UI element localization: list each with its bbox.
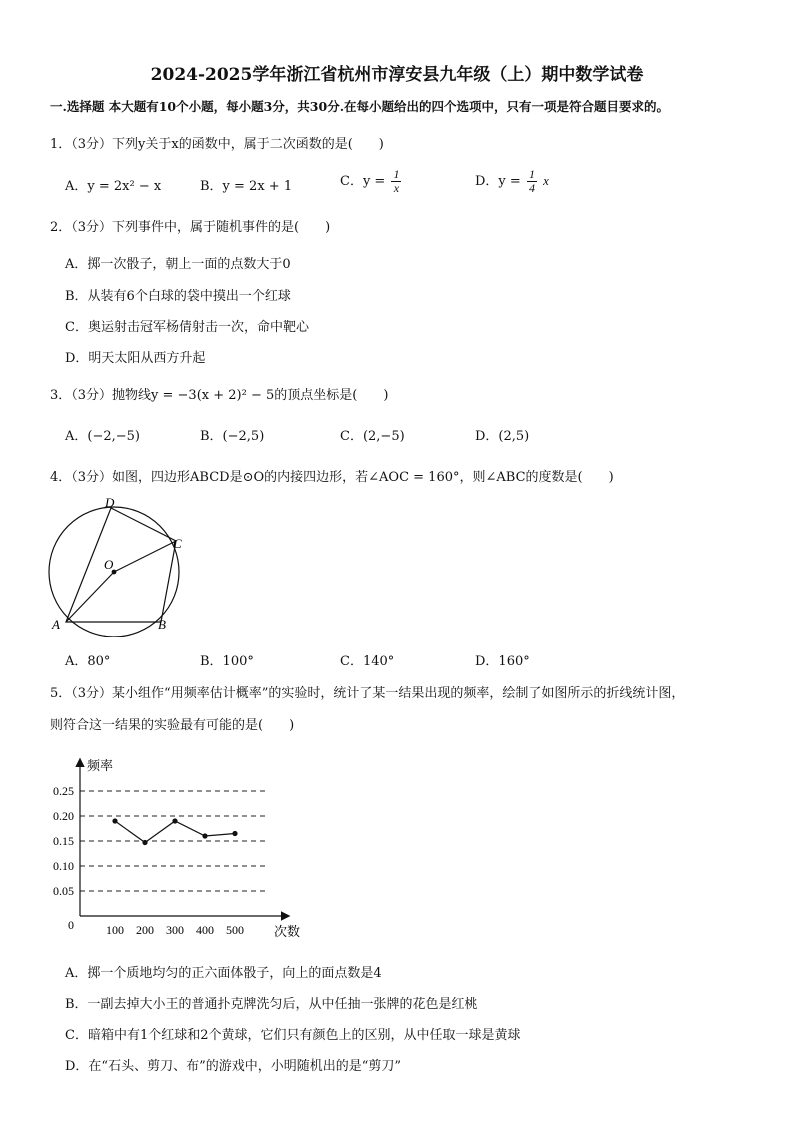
q1-c-denominator: x: [393, 181, 400, 195]
q1-d-denominator: 4: [528, 181, 535, 195]
x-tick-label-2: 300: [166, 923, 184, 937]
question-1-stem: 1．（3分）下列y关于x的函数中，属于二次函数的是( ): [50, 137, 384, 152]
label-o: O: [104, 557, 114, 572]
q1-option-b: B．y = 2x + 1: [200, 179, 293, 194]
q5-option-a: A．掷一个质地均匀的正六面体骰子，向上的面点数是4: [65, 966, 382, 981]
q4-option-b: B．100°: [200, 654, 254, 669]
question-5-stem-line1: 5．（3分）某小组作“用频率估计概率”的实验时，统计了某一结果出现的频率，绘制了如图所示的折线统计图，: [50, 686, 685, 701]
label-a: A: [52, 617, 60, 632]
q1-option-d-fraction: [527, 168, 537, 195]
q4-option-a: A．80°: [65, 654, 111, 669]
q1-option-c-prefix: C．y =: [340, 174, 386, 189]
data-point-4: [232, 831, 237, 836]
q1-option-a: A．y = 2x² − x: [65, 179, 162, 194]
q4-option-c: C．140°: [340, 654, 395, 669]
data-point-1: [142, 840, 147, 845]
q1-option-c-fraction: [391, 168, 401, 195]
x-tick-label-1: 200: [136, 923, 154, 937]
segment-oa: [66, 572, 114, 622]
data-point-3: [202, 833, 207, 838]
section-heading: 一.选择题 本大题有10个小题，每小题3分，共30分.在每小题给出的四个选项中，只有一项是符合题目要求的。: [50, 99, 670, 114]
q2-option-c: C．奥运射击冠军杨倩射击一次，命中靶心: [65, 320, 309, 335]
origin-label: 0: [68, 918, 74, 932]
label-b: B: [158, 617, 166, 632]
data-point-0: [112, 818, 117, 823]
x-axis-label: 次数: [274, 924, 301, 939]
q1-c-numerator: 1: [393, 167, 400, 181]
question-4-stem: 4．（3分）如图，四边形ABCD是⊙O的内接四边形，若∠AOC = 160°，则∠ABC的度数是( ): [50, 470, 614, 485]
q3-option-d: D．(2,5): [475, 429, 530, 444]
series-line-0: [115, 821, 235, 843]
data-point-2: [172, 818, 177, 823]
label-c: C: [173, 536, 182, 551]
q1-option-d-prefix: D．y =: [475, 174, 521, 189]
x-tick-label-0: 100: [106, 923, 124, 937]
q5-option-c: C．暗箱中有1个红球和2个黄球，它们只有颜色上的区别，从中任取一球是黄球: [65, 1028, 521, 1043]
y-tick-label-3: 0.20: [53, 809, 74, 823]
q4-option-d: D．160°: [475, 654, 530, 669]
segment-oc: [114, 541, 176, 572]
y-tick-label-1: 0.10: [53, 859, 74, 873]
question-5-stem-line2: 则符合这一结果的实验最有可能的是( ): [50, 718, 295, 733]
q3-option-a: A．(−2,−5): [65, 429, 140, 444]
question-2-stem: 2．（3分）下列事件中，属于随机事件的是( ): [50, 220, 331, 235]
label-d: D: [105, 495, 115, 510]
q2-option-d: D．明天太阳从西方升起: [65, 351, 206, 366]
q1-option-d-suffix: x: [543, 173, 549, 188]
y-tick-label-0: 0.05: [53, 884, 74, 898]
q1-option-c: [340, 168, 403, 195]
q1-d-numerator: 1: [528, 167, 535, 181]
x-tick-label-4: 500: [226, 923, 244, 937]
x-tick-label-3: 400: [196, 923, 214, 937]
q2-option-b: B．从装有6个白球的袋中摸出一个红球: [65, 289, 291, 304]
question-3-stem: 3．（3分）抛物线y = −3(x + 2)² − 5的顶点坐标是( ): [50, 388, 389, 403]
y-tick-label-2: 0.15: [53, 834, 74, 848]
q3-option-b: B．(−2,5): [200, 429, 265, 444]
q5-option-d: D．在“石头、剪刀、布”的游戏中，小明随机出的是“剪刀”: [65, 1059, 402, 1074]
circle-quadrilateral-figure: [40, 492, 200, 637]
y-tick-label-4: 0.25: [53, 784, 74, 798]
paper-title: 2024-2025学年浙江省杭州市淳安县九年级（上）期中数学试卷: [150, 65, 644, 85]
y-axis-label: 频率: [87, 758, 114, 773]
frequency-line-chart: [40, 748, 330, 948]
q3-option-c: C．(2,−5): [340, 429, 405, 444]
q2-option-a: A．掷一次骰子，朝上一面的点数大于0: [65, 257, 291, 272]
q5-option-b: B．一副去掉大小王的普通扑克牌洗匀后，从中任抽一张牌的花色是红桃: [65, 997, 478, 1012]
q1-option-d: [475, 168, 549, 195]
